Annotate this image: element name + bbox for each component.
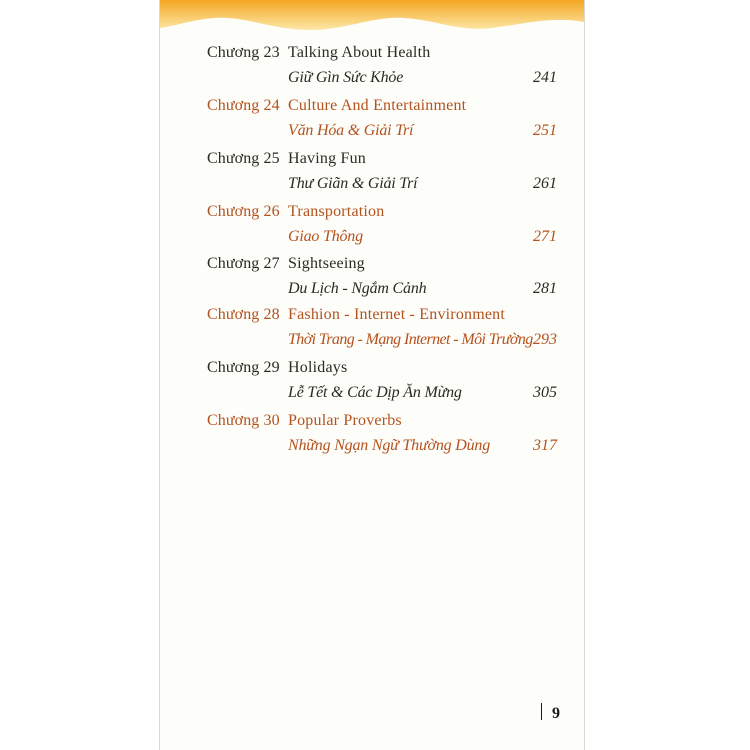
chapter-number: Chương 28 xyxy=(207,306,280,323)
page-number: 9 xyxy=(552,705,560,722)
chapter-number: Chương 23 xyxy=(207,44,280,61)
chapter-title: Culture And Entertainment xyxy=(288,97,467,114)
book-page xyxy=(159,0,585,750)
toc-entry[interactable] xyxy=(160,412,584,464)
chapter-subtitle: Lễ Tết & Các Dịp Ăn Mừng xyxy=(288,384,462,401)
chapter-subtitle: Giao Thông xyxy=(288,228,363,245)
chapter-number: Chương 27 xyxy=(207,255,280,272)
toc-entry[interactable] xyxy=(160,97,584,149)
toc-entry[interactable] xyxy=(160,44,584,96)
toc-entry[interactable] xyxy=(160,359,584,411)
toc-entry[interactable] xyxy=(160,203,584,255)
chapter-page-number: 281 xyxy=(533,280,557,297)
chapter-title: Popular Proverbs xyxy=(288,412,402,429)
chapter-page-number: 317 xyxy=(533,437,557,454)
toc-entry[interactable] xyxy=(160,306,584,358)
chapter-subtitle: Du Lịch - Ngắm Cảnh xyxy=(288,280,427,297)
chapter-page-number: 305 xyxy=(533,384,557,401)
chapter-page-number: 293 xyxy=(533,331,557,348)
chapter-title: Having Fun xyxy=(288,150,366,167)
chapter-subtitle: Giữ Gìn Sức Khỏe xyxy=(288,69,404,86)
chapter-page-number: 271 xyxy=(533,228,557,245)
chapter-page-number: 261 xyxy=(533,175,557,192)
chapter-subtitle: Thời Trang - Mạng Internet - Môi Trường xyxy=(288,331,533,348)
chapter-title: Talking About Health xyxy=(288,44,431,61)
chapter-subtitle: Văn Hóa & Giải Trí xyxy=(288,122,414,139)
chapter-number: Chương 24 xyxy=(207,97,280,114)
page-footer xyxy=(541,703,560,723)
chapter-title: Transportation xyxy=(288,203,385,220)
footer-divider xyxy=(541,703,542,720)
header-wave xyxy=(160,0,584,30)
chapter-number: Chương 25 xyxy=(207,150,280,167)
toc-entry[interactable] xyxy=(160,255,584,307)
chapter-subtitle: Những Ngạn Ngữ Thường Dùng xyxy=(288,437,490,454)
toc-entry[interactable] xyxy=(160,150,584,202)
chapter-number: Chương 29 xyxy=(207,359,280,376)
chapter-title: Holidays xyxy=(288,359,348,376)
chapter-number: Chương 26 xyxy=(207,203,280,220)
chapter-number: Chương 30 xyxy=(207,412,280,429)
chapter-page-number: 251 xyxy=(533,122,557,139)
chapter-title: Fashion - Internet - Environment xyxy=(288,306,506,323)
chapter-subtitle: Thư Giãn & Giải Trí xyxy=(288,175,418,192)
chapter-page-number: 241 xyxy=(533,69,557,86)
chapter-title: Sightseeing xyxy=(288,255,365,272)
decorative-header-band xyxy=(160,0,584,40)
